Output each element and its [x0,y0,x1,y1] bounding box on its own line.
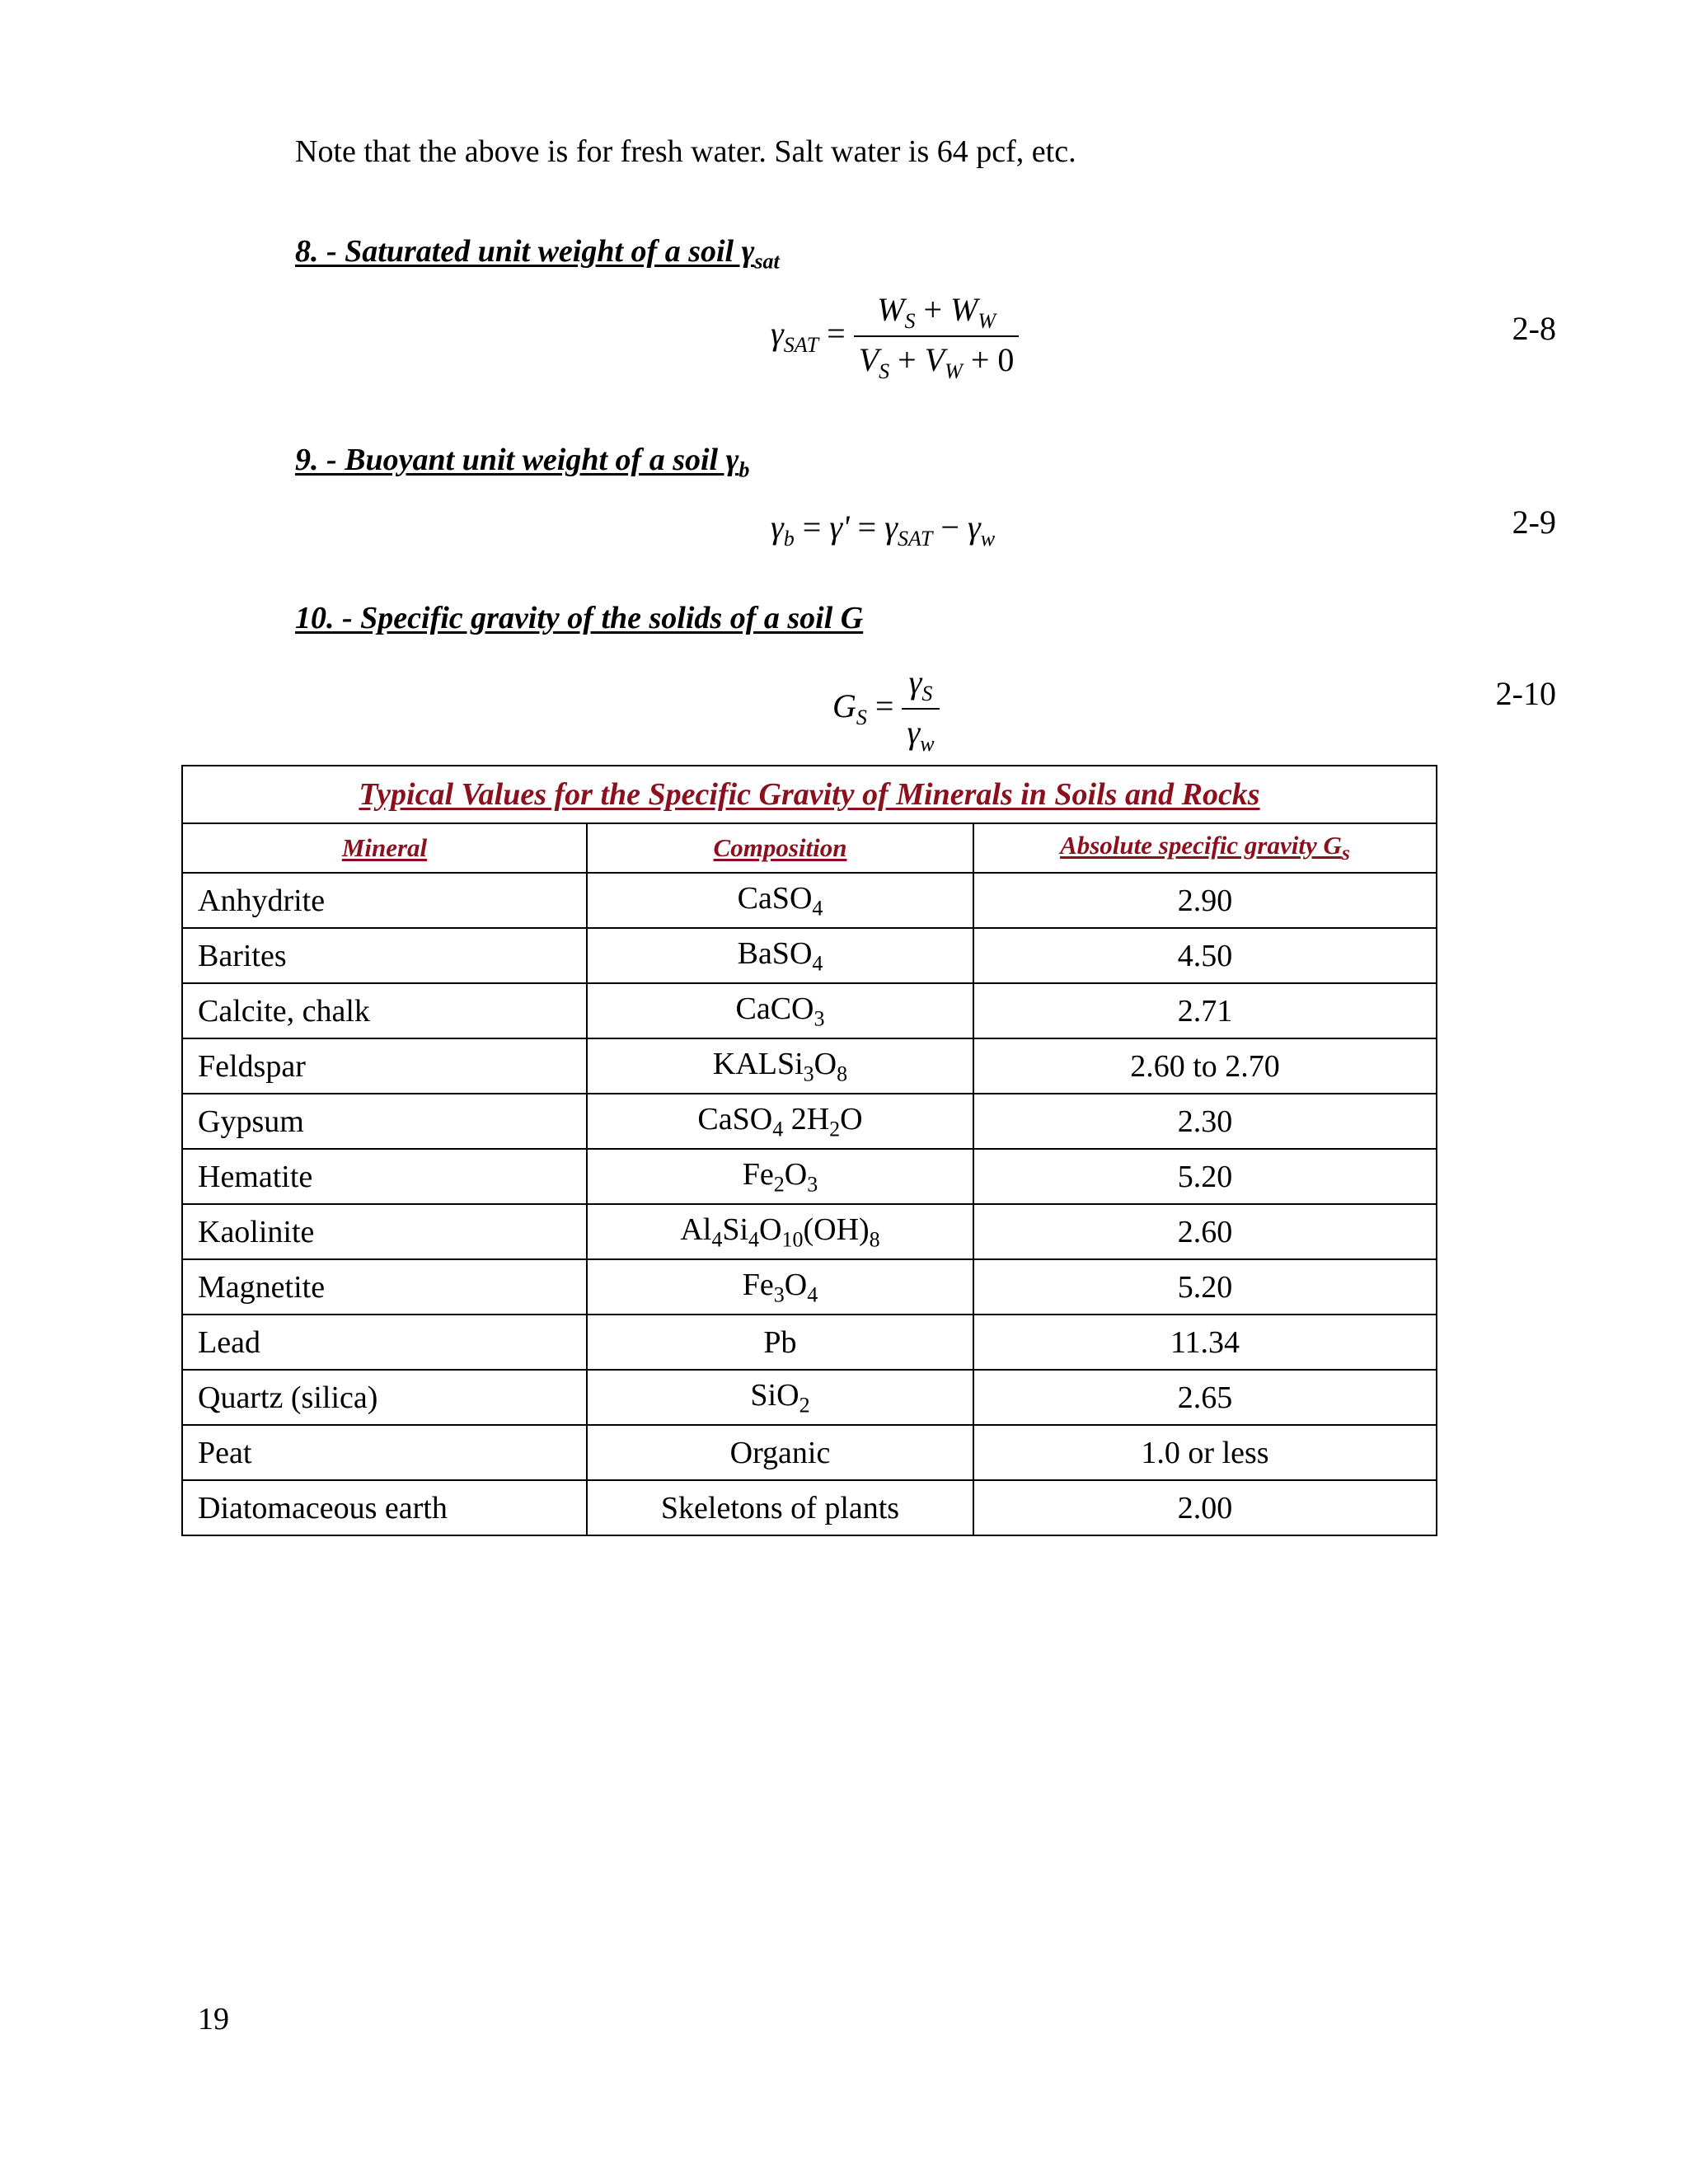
mineral-cell: Peat [182,1425,587,1480]
composition-cell: SiO$_2$ [587,1370,973,1425]
eq10-fraction: $\frac{\gamma_S}{\gamma_w}$ [902,663,939,757]
gravity-cell: 2.60 [973,1204,1437,1259]
header-mineral: Mineral [182,823,587,873]
table-row [182,1425,1437,1480]
composition-cell: BaSO$_4$ [587,928,973,983]
header-gravity: Absolute specific gravity $G_s$ [973,823,1437,873]
gravity-cell: 5.20 [973,1259,1437,1315]
table-row [182,1480,1437,1535]
table-row [182,873,1437,928]
page-number: 19 [198,2002,229,2036]
composition-cell: Organic [587,1425,973,1480]
section-8-sub: sat [754,249,780,274]
table-body [182,873,1437,1535]
eq8-lhs: γ [771,315,784,353]
composition-cell: $Al_4Si_4O_{10}(OH)_8$ [587,1204,973,1259]
table-row [182,1094,1437,1149]
equation-2-8: $\gamma_{SAT}$ = $\frac{W_S + W_W}{V_S + V_W + 0}$ [771,290,1019,384]
gravity-cell: 2.00 [973,1480,1437,1535]
mineral-cell: Gypsum [182,1094,587,1149]
table-row [182,1370,1437,1425]
gravity-cell: 2.71 [973,983,1437,1038]
table-title: Typical Values for the Specific Gravity of Minerals in Soils and Rocks [182,766,1437,823]
section-8-text: 8. - Saturated unit weight of a soil γ [295,234,755,269]
mineral-cell: Barites [182,928,587,983]
gravity-cell: 2.65 [973,1370,1437,1425]
equation-number-2-10: 2-10 [1495,675,1556,712]
specific-gravity-table [181,765,1437,1536]
gravity-cell: 4.50 [973,928,1437,983]
mineral-cell: Hematite [182,1149,587,1204]
section-10-heading: 10. - Specific gravity of the solids of a soil G [295,601,864,635]
table-header-row [182,823,1437,873]
section-9-heading [295,442,749,483]
equation-2-10: $G_S$ = $\frac{\gamma_S}{\gamma_w}$ [832,663,940,757]
mineral-cell: Calcite, chalk [182,983,587,1038]
composition-cell: CaSO$_4$ $2H_2O$ [587,1094,973,1149]
equation-number-2-8: 2-8 [1512,310,1556,347]
table-row [182,1038,1437,1094]
table-row [182,1259,1437,1315]
table-row [182,928,1437,983]
composition-cell: Pb [587,1315,973,1370]
mineral-cell: Quartz (silica) [182,1370,587,1425]
mineral-cell: Kaolinite [182,1204,587,1259]
mineral-cell: Feldspar [182,1038,587,1094]
table-row [182,1149,1437,1204]
section-9-sub: b [738,457,750,482]
equation-number-2-9: 2-9 [1512,504,1556,541]
gravity-cell: 2.30 [973,1094,1437,1149]
equation-2-9: $\gamma_b = \gamma' = \gamma_{SAT} - \gamma_w$ [771,509,996,551]
section-9-text: 9. - Buoyant unit weight of a soil γ [295,443,739,477]
composition-cell: $KALSi_3O_8$ [587,1038,973,1094]
gravity-cell: 5.20 [973,1149,1437,1204]
gravity-cell: 11.34 [973,1315,1437,1370]
table-row [182,983,1437,1038]
eq8-fraction: $\frac{W_S + W_W}{V_S + V_W + 0}$ [854,290,1020,384]
gravity-cell: 2.90 [973,873,1437,928]
eq8-lhs-sub: SAT [783,333,819,358]
mineral-cell: Diatomaceous earth [182,1480,587,1535]
mineral-cell: Anhydrite [182,873,587,928]
table-row [182,1204,1437,1259]
gravity-cell: 2.60 to 2.70 [973,1038,1437,1094]
composition-cell: CaCO$_3$ [587,983,973,1038]
composition-cell: $Fe_2O_3$ [587,1149,973,1204]
gravity-cell: 1.0 or less [973,1425,1437,1480]
note-text: Note that the above is for fresh water. Salt water is 64 pcf, etc. [295,134,1076,169]
composition-cell: Skeletons of plants [587,1480,973,1535]
table-row [182,1315,1437,1370]
section-8-heading [295,233,780,274]
mineral-cell: Lead [182,1315,587,1370]
composition-cell: $Fe_3O_4$ [587,1259,973,1315]
composition-cell: CaSO$_4$ [587,873,973,928]
mineral-cell: Magnetite [182,1259,587,1315]
header-composition: Composition [587,823,973,873]
